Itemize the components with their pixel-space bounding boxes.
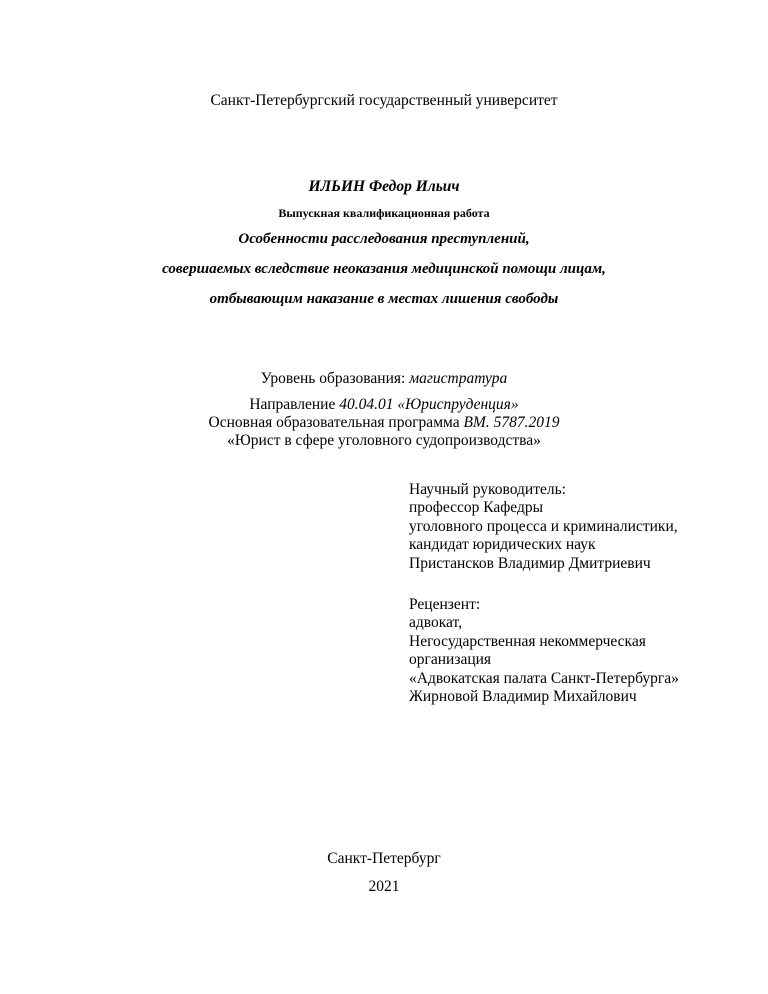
supervisor-block: [409, 481, 678, 573]
thesis-title-line: Особенности расследования преступлений,: [238, 231, 530, 247]
thesis-title-line: совершаемых вследствие неоказания медицинской помощи лицам,: [162, 261, 606, 277]
direction-label: Направление: [249, 396, 340, 413]
reviewer-line: Жирновой Владимир Михайлович: [409, 688, 637, 706]
city: Санкт-Петербург: [327, 850, 441, 867]
year: 2021: [368, 878, 400, 895]
thesis-title-line: отбывающим наказание в местах лишения свободы: [209, 291, 559, 307]
reviewer-block: [409, 596, 679, 706]
education-direction: [0, 396, 768, 414]
reviewer-line: Рецензент:: [409, 596, 481, 613]
program-name: «Юрист в сфере уголовного судопроизводства»: [227, 432, 541, 449]
supervisor-line: кандидат юридических наук: [409, 536, 596, 554]
education-level: [0, 370, 768, 388]
author-name: ИЛЬИН Федор Ильич: [308, 178, 460, 195]
reviewer-line: Негосударственная некоммерческая: [409, 632, 646, 650]
reviewer-line: организация: [409, 651, 492, 669]
education-level-label: Уровень образования:: [260, 370, 410, 387]
reviewer-line: «Адвокатская палата Санкт-Петербурга»: [409, 669, 679, 687]
education-program: [0, 414, 768, 432]
education-level-value: магистратура: [409, 370, 508, 387]
supervisor-line: профессор Кафедры: [409, 499, 544, 517]
supervisor-line: уголовного процесса и криминалистики,: [409, 517, 678, 535]
supervisor-line: Пристансков Владимир Дмитриевич: [409, 554, 651, 572]
reviewer-line: адвокат,: [409, 614, 462, 632]
supervisor-line: Научный руководитель:: [409, 481, 566, 498]
work-type: Выпускная квалификационная работа: [278, 206, 490, 220]
program-label: Основная образовательная программа: [208, 414, 464, 431]
program-value: ВМ. 5787.2019: [463, 414, 560, 431]
university-name: Санкт-Петербургский государственный университет: [210, 92, 558, 109]
direction-value: 40.04.01 «Юриспруденция»: [339, 396, 519, 413]
